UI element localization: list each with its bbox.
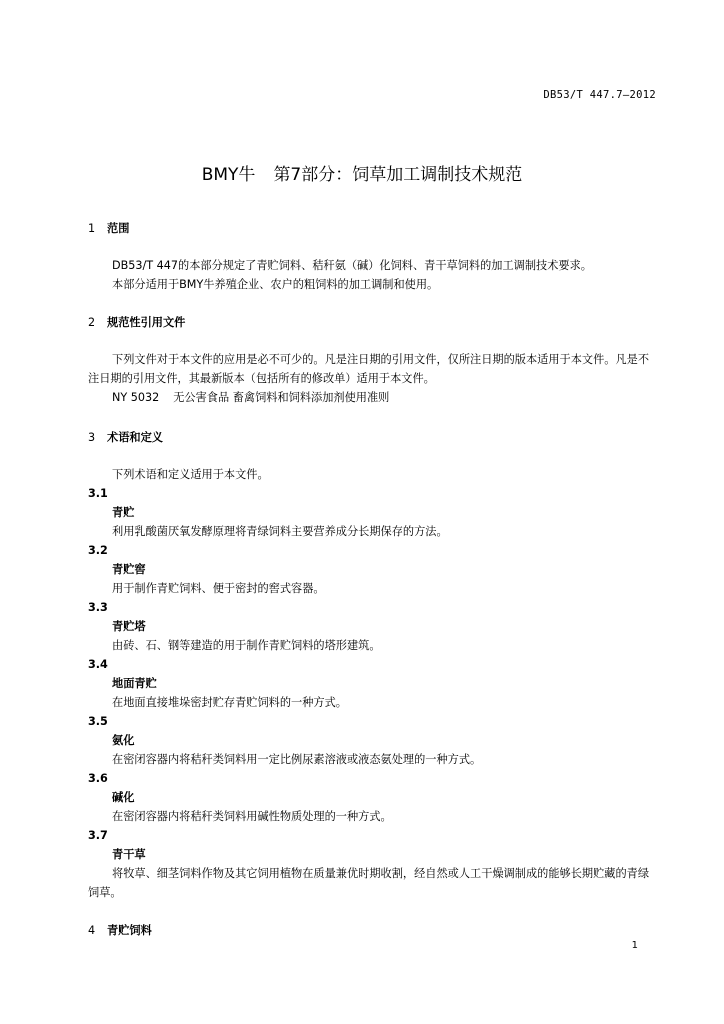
section-1-paragraph-2: 本部分适用于BMY牛养殖企业、农户的粗饲料的加工调制和使用。	[112, 278, 439, 291]
section-number: 3	[88, 431, 96, 444]
page-number: 1	[631, 940, 638, 951]
section-title: 术语和定义	[107, 431, 163, 444]
term-definition: 在密闭容器内将秸秆类饲料用碱性物质处理的一种方式。	[112, 810, 392, 823]
section-2-paragraph: 下列文件对于本文件的应用是必不可少的。凡是注日期的引用文件，仅所注日期的版本适用于本文件。凡是不注日期的引用文件，其最新版本（包括所有的修改单）适用于本文件。	[88, 353, 650, 385]
term-number: 3.3	[88, 601, 108, 614]
reference-code: NY 5032	[112, 391, 160, 404]
document-title	[0, 160, 724, 185]
term-definition: 在密闭容器内将秸秆类饲料用一定比例尿素溶液或液态氨处理的一种方式。	[112, 753, 482, 766]
section-number: 4	[88, 924, 96, 937]
term-name: 青贮塔	[112, 620, 146, 633]
term-number: 3.5	[88, 715, 108, 728]
term-name: 氨化	[112, 734, 135, 747]
term-name: 地面青贮	[112, 677, 157, 690]
section-1-paragraph-1: DB53/T 447的本部分规定了青贮饲料、秸秆氨（碱）化饲料、青干草饲料的加工调制技术要求。	[112, 259, 592, 272]
term-number: 3.6	[88, 772, 108, 785]
term-name: 青干草	[112, 848, 146, 861]
title-part2: 第7部分：饲草加工调制技术规范	[273, 165, 523, 185]
section-2-heading	[88, 313, 185, 332]
reference-title: 无公害食品 畜禽饲料和饲料添加剂使用准则	[173, 391, 390, 404]
section-title: 规范性引用文件	[107, 316, 186, 329]
term-definition: 利用乳酸菌厌氧发酵原理将青绿饲料主要营养成分长期保存的方法。	[112, 525, 448, 538]
term-number: 3.4	[88, 658, 108, 671]
section-1-heading	[88, 219, 129, 238]
section-3-intro: 下列术语和定义适用于本文件。	[112, 468, 269, 481]
standard-code: DB53/T 447.7—2012	[543, 89, 656, 101]
term-name: 青贮窖	[112, 563, 146, 576]
section-title: 范围	[107, 222, 130, 235]
section-number: 1	[88, 222, 96, 235]
title-part1: BMY牛	[201, 165, 256, 185]
normative-reference	[112, 388, 389, 407]
term-name: 碱化	[112, 791, 135, 804]
term-name: 青贮	[112, 506, 135, 519]
term-number: 3.7	[88, 829, 108, 842]
section-4-heading	[88, 921, 152, 940]
term-definition: 将牧草、细茎饲料作物及其它饲用植物在质量兼优时期收割，经自然或人工干燥调制成的能够长期贮藏的青绿饲草。	[88, 867, 650, 899]
term-definition: 在地面直接堆垛密封贮存青贮饲料的一种方式。	[112, 696, 347, 709]
term-number: 3.1	[88, 487, 108, 500]
term-definition: 用于制作青贮饲料、便于密封的窖式容器。	[112, 582, 325, 595]
section-number: 2	[88, 316, 96, 329]
section-title: 青贮饲料	[107, 924, 152, 937]
term-definition: 由砖、石、钢等建造的用于制作青贮饲料的塔形建筑。	[112, 639, 381, 652]
term-number: 3.2	[88, 544, 108, 557]
section-3-heading	[88, 428, 163, 447]
